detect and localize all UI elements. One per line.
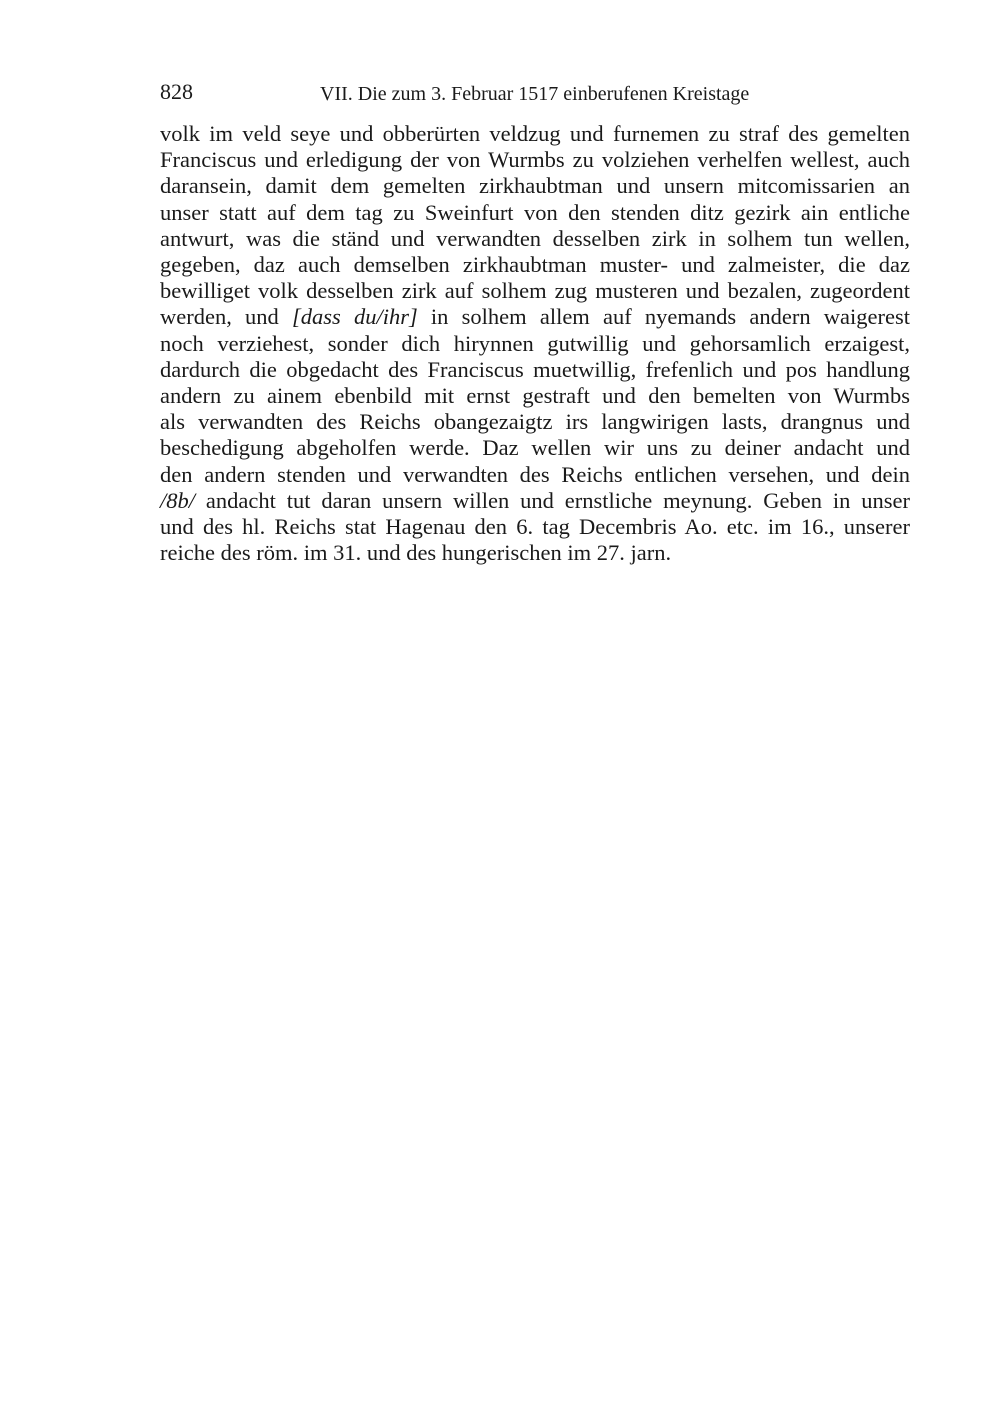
text-line: daransein, damit dem gemelten zirkhaubtman und unsern mitcomissarien an [160,173,910,199]
text-line: antwurt, was die ständ und verwandten desselben zirk in solhem tun wellen, [160,225,910,251]
text-line: beschedigung abgeholfen werde. Daz wellen wir uns zu deiner andacht und [160,435,910,461]
text-line: gegeben, daz auch demselben zirkhaubtman muster- und zalmeister, die daz [160,252,910,278]
page-number: 828 [160,79,193,104]
text-line: bewilliget volk desselben zirk auf solhem zug musteren und bezalen, zugeordent [160,278,910,304]
folio-marker: /8b/ [160,487,196,513]
text-line: dardurch die obgedacht des Franciscus muetwillig, frefenlich und pos handlung [160,356,910,382]
text-segment: werden, und [160,304,292,330]
text-line: den andern stenden und verwandten des Reichs entlichen versehen, und dein [160,461,910,487]
text-line [160,304,910,330]
body-text [160,121,910,566]
text-line: andern zu ainem ebenbild mit ernst gestraft und den bemelten von Wurmbs [160,383,910,409]
text-line: Franciscus und erledigung der von Wurmbs zu volziehen verhelfen wellest, auch [160,147,910,173]
text-line [160,488,910,514]
running-head: VII. Die zum 3. Februar 1517 einberufenen Kreistage [320,83,750,105]
text-line: volk im veld seye und obberürten veldzug und furnemen zu straf des gemelten [160,121,910,146]
text-segment: andacht tut daran unsern willen und ernstliche meynung. Geben in unser [195,487,910,513]
text-line: und des hl. Reichs stat Hagenau den 6. tag Decembris Ao. etc. im 16., unserer [160,514,910,540]
text-line: reiche des röm. im 31. und des hungerischen im 27. jarn. [160,540,672,566]
text-line: als verwandten des Reichs obangezaigtz irs langwirigen lasts, drangnus und [160,409,910,435]
text-line: unser statt auf dem tag zu Sweinfurt von den stenden ditz gezirk ain entliche [160,199,910,225]
text-line: noch verziehest, sonder dich hirynnen gutwillig und gehorsamlich erzaigest, [160,330,910,356]
text-segment: in solhem allem auf nyemands andern waigerest [417,304,910,330]
editorial-insertion: [dass du/ihr] [292,304,418,330]
